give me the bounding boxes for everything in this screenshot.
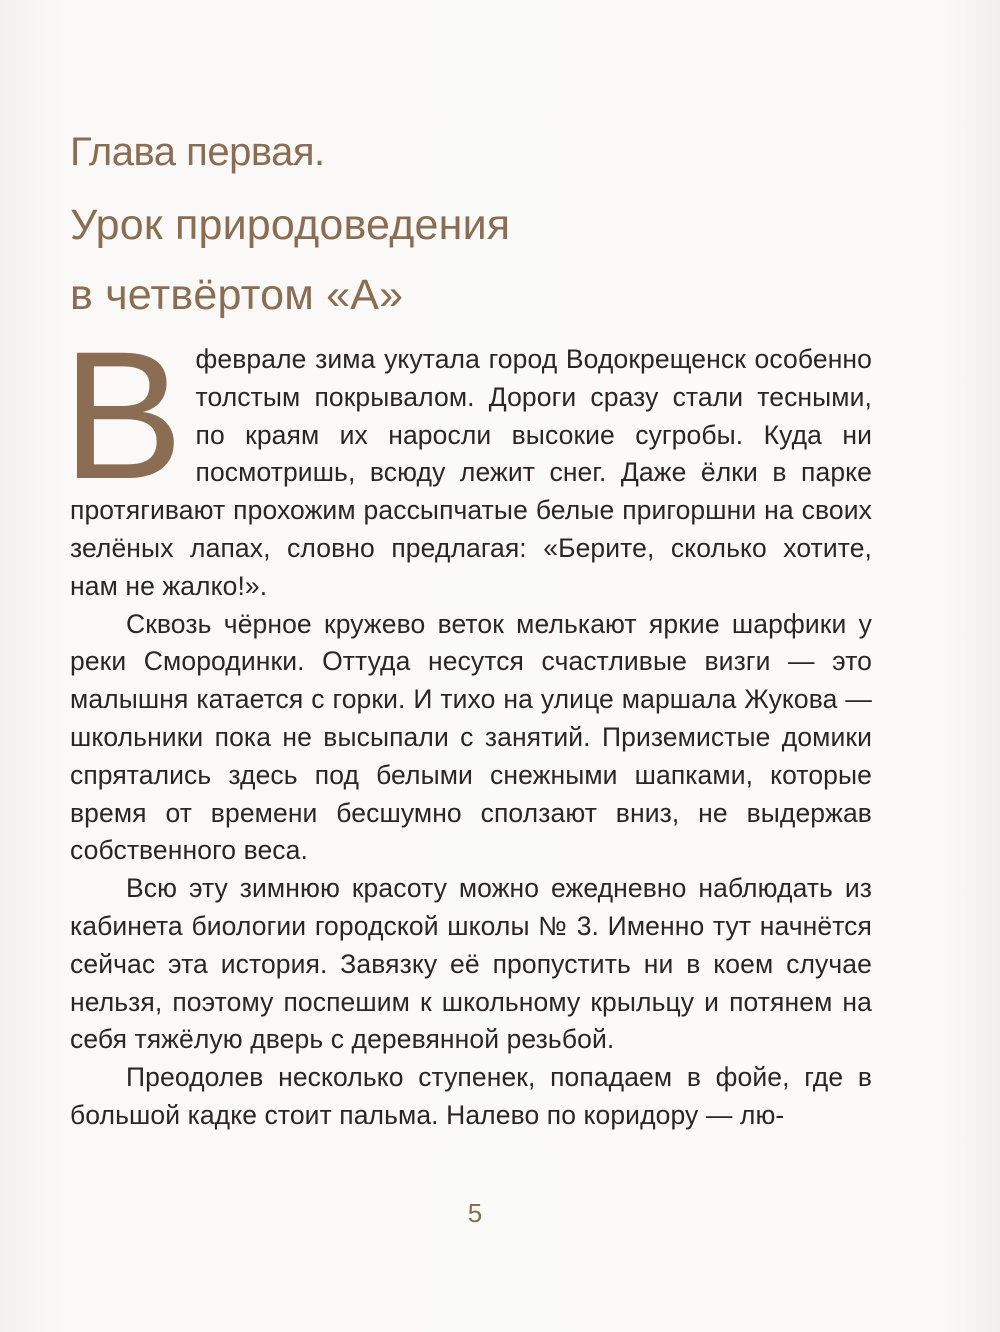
chapter-title (70, 190, 890, 330)
paragraph-1 (62, 313, 872, 606)
chapter-title-line-2: в четвёртом «А» (70, 271, 404, 319)
chapter-label: Глава первая. (70, 130, 325, 174)
body-text (62, 313, 872, 1135)
paragraph-4: Преодолев несколько ступенек, попадаем в фойе, где в большой кадке стоит пальма. Налево по коридору — лю- (70, 1062, 872, 1130)
page-number: 5 (467, 1198, 483, 1228)
drop-cap: В (62, 313, 184, 517)
paragraph-2: Сквозь чёрное кружево веток мелькают яркие шарфики у реки Смородинки. Оттуда несутся счастливые визги — это малышня катается с горки. И тихо на улице маршала Жукова — школьники пока не высыпали с занятий. Приземистые домики спрятались здесь под белыми снежными шапками, которые время от времени бесшумно сползают вниз, не выдержав собственного веса. (70, 608, 872, 866)
paragraph-3: Всю эту зимнюю красоту можно ежедневно наблюдать из кабинета биологии городской школы № 3. Именно тут начнётся сейчас эта история. Завязку её пропустить ни в коем случае нельзя, поэтому поспешим к школьному крыльцу и потянем на себя тяжёлую дверь с деревянной резьбой. (70, 873, 872, 1055)
chapter-title-line-1: Урок природоведения (70, 201, 511, 249)
paragraph-1-text: феврале зима укутала город Водокрещенск особенно толстым покрывалом. Дороги сразу стали тесными, по краям их наросли высокие сугробы. Куда ни посмотришь, всюду лежит снег. Даже ёлки в парке протягивают прохожим рассыпчатые белые пригоршни на своих зелёных лапах, словно предлагая: «Берите, сколько хотите, нам не жалко!». (70, 344, 872, 601)
